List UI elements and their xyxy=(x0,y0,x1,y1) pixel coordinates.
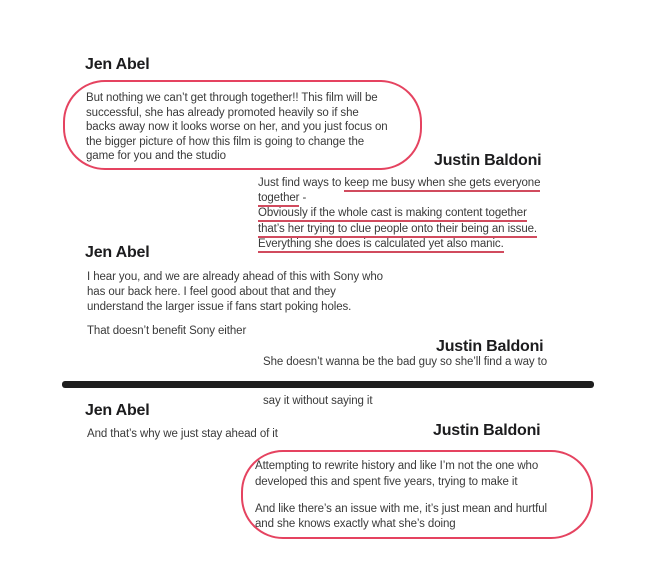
message-text: Just find ways to xyxy=(258,177,345,189)
sender-name-jen-1: Jen Abel xyxy=(85,56,150,73)
sender-name-justin-3: Justin Baldoni xyxy=(433,422,541,439)
message-line: But nothing we can’t get through together!! This film will be xyxy=(86,92,378,104)
message-paragraph xyxy=(255,459,547,491)
message-line: That doesn’t benefit Sony either xyxy=(87,325,247,337)
message-justin-2-continued xyxy=(263,395,372,407)
underlined-text: Everything she does is calculated yet also manic. xyxy=(258,238,504,253)
message-line: has our back here. I feel good about that and they xyxy=(87,286,336,299)
underlined-text: together xyxy=(258,192,299,207)
message-line: Attempting to rewrite history and like I’m not the one who xyxy=(255,460,539,472)
message-paragraph xyxy=(255,502,547,534)
message-jen-2 xyxy=(87,270,383,316)
sender-name-jen-2: Jen Abel xyxy=(85,244,150,261)
message-line: the bigger picture of how this film is going to change the xyxy=(86,135,365,148)
message-line xyxy=(258,176,540,191)
message-line: game for you and the studio xyxy=(86,150,226,163)
message-line: successful, she has already promoted heavily so if she xyxy=(86,106,359,119)
message-line: And like there’s an issue with me, it’s just mean and hurtful xyxy=(255,502,547,515)
message-line: say it without saying it xyxy=(263,395,373,407)
message-line: I hear you, and we are already ahead of this with Sony who xyxy=(87,271,383,283)
sender-name-justin-1: Justin Baldoni xyxy=(434,152,542,169)
message-jen-1 xyxy=(86,91,388,164)
message-line: understand the larger issue if fans start poking holes. xyxy=(87,301,352,314)
message-justin-1 xyxy=(258,176,540,252)
underlined-text: Obviously if the whole cast is making content together xyxy=(258,207,527,222)
message-justin-2 xyxy=(263,356,547,368)
message-line: backs away now it looks worse on her, and you just focus on xyxy=(86,121,388,134)
message-line: She doesn’t wanna be the bad guy so she’ll find a way to xyxy=(263,356,548,368)
message-jen-3 xyxy=(87,325,246,337)
underlined-text: keep me busy when she gets everyone xyxy=(344,177,540,192)
message-line xyxy=(258,237,540,252)
message-line xyxy=(258,222,540,237)
sender-name-justin-2: Justin Baldoni xyxy=(436,338,544,355)
message-line: developed this and spent five years, trying to make it xyxy=(255,475,518,488)
message-jen-4 xyxy=(87,428,278,440)
section-divider xyxy=(62,381,594,388)
message-line xyxy=(258,191,540,206)
message-line xyxy=(258,206,540,221)
message-justin-3 xyxy=(255,459,547,533)
message-line: And that’s why we just stay ahead of it xyxy=(87,428,278,440)
message-line: and she knows exactly what she’s doing xyxy=(255,518,456,531)
underlined-text: that’s her trying to clue people onto their being an issue. xyxy=(258,223,537,238)
message-text: - xyxy=(299,192,307,205)
sender-name-jen-3: Jen Abel xyxy=(85,402,150,419)
